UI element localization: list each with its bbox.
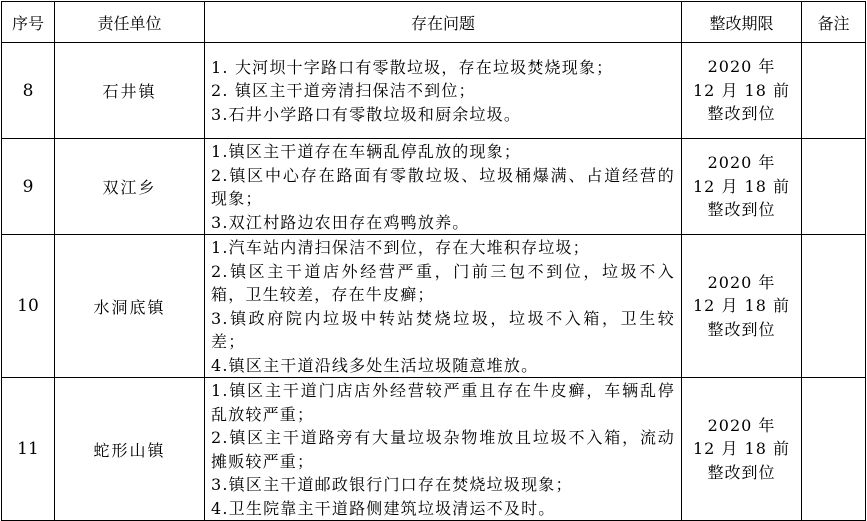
row-deadline bbox=[682, 43, 802, 139]
row-issues bbox=[205, 43, 682, 139]
deadline-line: 12 月 18 前 bbox=[693, 296, 790, 316]
header-note: 备注 bbox=[802, 2, 866, 43]
deadline-line: 整改到位 bbox=[707, 462, 776, 482]
row-unit: 蛇形山镇 bbox=[55, 378, 205, 521]
row-note bbox=[802, 235, 866, 378]
issue-item: 2. 镇区主干道旁清扫保洁不到位； bbox=[211, 81, 476, 101]
issue-item: 2.镇区主干道店外经营严重，门前三包不到位，垃圾不入箱，卫生较差，存在牛皮癣； bbox=[211, 261, 675, 304]
issue-item: 3.镇政府院内垃圾中转站焚烧垃圾，垃圾不入箱，卫生较差； bbox=[211, 308, 675, 351]
issue-item: 4.卫生院靠主干道路侧建筑垃圾清运不及时。 bbox=[211, 498, 556, 518]
deadline-line: 整改到位 bbox=[707, 319, 776, 339]
row-seq: 10 bbox=[2, 235, 55, 378]
row-unit: 石井镇 bbox=[55, 43, 205, 139]
issue-item: 3.双江村路边农田存在鸡鸭放养。 bbox=[211, 212, 470, 232]
header-unit: 责任单位 bbox=[55, 2, 205, 43]
issue-item: 2.镇区主干道路旁有大量垃圾杂物堆放且垃圾不入箱，流动摊贩较严重； bbox=[211, 428, 675, 471]
issue-item: 1.镇区主干道存在车辆乱停乱放的现象； bbox=[211, 142, 522, 161]
row-unit: 双江乡 bbox=[55, 139, 205, 235]
deadline-line: 整改到位 bbox=[707, 200, 776, 220]
row-deadline bbox=[682, 235, 802, 378]
table-row bbox=[2, 43, 866, 139]
row-note bbox=[802, 43, 866, 139]
row-note bbox=[802, 378, 866, 521]
header-issues: 存在问题 bbox=[205, 2, 682, 43]
row-issues bbox=[205, 378, 682, 521]
issue-item: 2.镇区中心存在路面有零散垃圾、垃圾桶爆满、占道经营的现象； bbox=[211, 165, 675, 208]
header-deadline: 整改期限 bbox=[682, 2, 802, 43]
row-unit: 水洞底镇 bbox=[55, 235, 205, 378]
deadline-line: 2020 年 bbox=[707, 415, 776, 435]
issue-item: 1.汽车站内清扫保洁不到位，存在大堆积存垃圾； bbox=[211, 238, 590, 257]
header-row bbox=[2, 2, 866, 43]
deadline-line: 整改到位 bbox=[707, 104, 776, 124]
issue-item: 1.镇区主干道门店店外经营较严重且存在牛皮癣，车辆乱停乱放较严重； bbox=[211, 381, 675, 424]
deadline-line: 2020 年 bbox=[707, 272, 776, 292]
rectification-table bbox=[1, 1, 866, 521]
deadline-line: 12 月 18 前 bbox=[693, 80, 790, 100]
table-row bbox=[2, 378, 866, 521]
deadline-line: 2020 年 bbox=[707, 153, 776, 173]
header-seq: 序号 bbox=[2, 2, 55, 43]
row-deadline bbox=[682, 378, 802, 521]
row-seq: 11 bbox=[2, 378, 55, 521]
issue-item: 3.镇区主干道邮政银行门口存在焚烧垃圾现象； bbox=[211, 475, 573, 494]
table-row bbox=[2, 139, 866, 235]
row-issues bbox=[205, 139, 682, 235]
deadline-line: 12 月 18 前 bbox=[693, 176, 790, 196]
deadline-line: 2020 年 bbox=[707, 57, 776, 77]
row-seq: 9 bbox=[2, 139, 55, 235]
row-seq: 8 bbox=[2, 43, 55, 139]
row-note bbox=[802, 139, 866, 235]
issue-item: 4.镇区主干道沿线多处生活垃圾随意堆放。 bbox=[211, 355, 539, 375]
issue-item: 1. 大河坝十字路口有零散垃圾，存在垃圾焚烧现象； bbox=[211, 57, 614, 77]
deadline-line: 12 月 18 前 bbox=[693, 439, 790, 459]
row-deadline bbox=[682, 139, 802, 235]
issue-item: 3.石井小学路口有零散垃圾和厨余垃圾。 bbox=[211, 104, 522, 124]
row-issues bbox=[205, 235, 682, 378]
table-row bbox=[2, 235, 866, 378]
